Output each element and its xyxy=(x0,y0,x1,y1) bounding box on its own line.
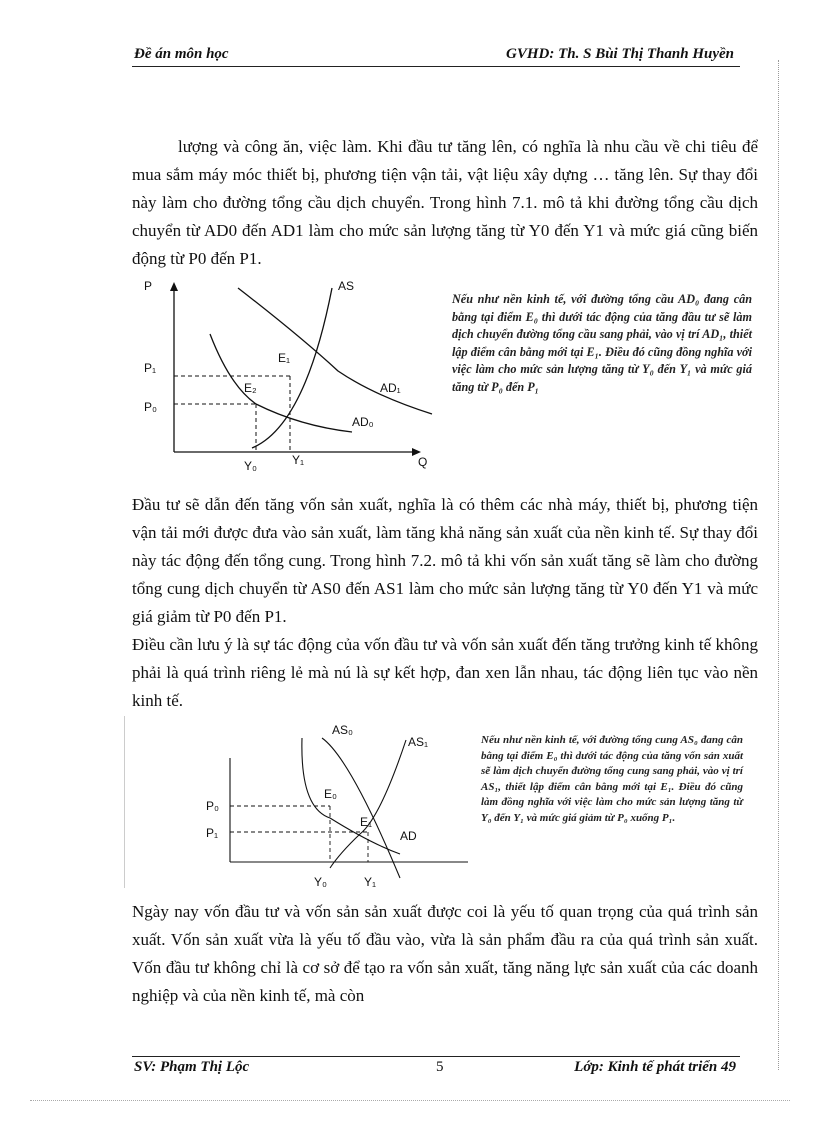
page-number: 5 xyxy=(436,1059,444,1075)
page-header xyxy=(132,44,740,67)
y0-tick-label: Y₀ xyxy=(314,875,327,889)
p1-tick-label: P₁ xyxy=(206,826,219,840)
header-course: Đề án môn học xyxy=(134,46,229,62)
q-axis-label: Q xyxy=(418,455,428,469)
e0-point-label: E₀ xyxy=(324,787,337,801)
p0-tick-label: P₀ xyxy=(206,799,219,813)
figure-as-shift xyxy=(200,718,480,898)
margin-line xyxy=(778,60,779,1070)
ad1-curve-label: AD₁ xyxy=(380,381,401,395)
y1-tick-label: Y₁ xyxy=(292,453,305,467)
as0-curve-label: AS₀ xyxy=(332,723,353,737)
ad-shift-diagram xyxy=(140,276,440,476)
as1-curve-label: AS₁ xyxy=(408,735,429,749)
as-shift-diagram xyxy=(200,718,480,898)
as-curve-label: AS xyxy=(338,279,355,293)
footer-class: Lớp: Kinh tế phát triển 49 xyxy=(574,1059,736,1075)
header-advisor: GVHD: Th. S Bùi Thị Thanh Huyền xyxy=(506,46,734,62)
paragraph-aggregate-demand: lượng và công ăn, việc làm. Khi đầu tư tăng lên, có nghĩa là nhu cầu về chi tiêu để mua sắm máy móc thiết bị, phương tiện vận tải, vật liệu xây dựng … tăng lên. Sự thay đổi này làm cho đường tổng cầu dịch chuyển. Trong hình 7.1. mô tả khi đường tổng cầu dịch chuyển từ AD0 đến AD1 làm cho mức sản lượng tăng từ Y0 đến Y1 và mức giá cũng biến động từ P0 đến P1. xyxy=(132,137,758,268)
figure1-caption: Nếu như nền kinh tế, với đường tổng cầu AD₀ đang cân bằng tại điểm E₀ thì dưới tác động của tăng đầu tư sẽ làm dịch chuyển đường tổng cầu sang phải, vào vị trí AD₁, thiết lập điểm cân bằng mới tại E₁. Điều đó cũng đồng nghĩa với việc làm cho mức sản lượng tăng từ Y₀ đến Y₁ và mức giá tăng từ P₀ đến P₁ xyxy=(452,292,752,394)
e1-point-label: E₁ xyxy=(360,815,373,829)
p1-tick-label: P₁ xyxy=(144,361,157,375)
page-footer xyxy=(132,1056,740,1081)
paragraph-aggregate-supply: Đầu tư sẽ dẫn đến tăng vốn sản xuất, nghĩa là có thêm các nhà máy, thiết bị, phương tiện vận tải mới được đưa vào sản xuất, làm tăng khả năng sản xuất của nền kinh tế. Sự thay đổi này tác động đến tổng cung. Trong hình 7.2. mô tả khi vốn sản xuất tăng sẽ làm cho đường tổng cung dịch chuyển từ AS0 đến AS1 làm cho mức sản lượng tăng từ Y0 đến Y1 và mức giá giảm từ P0 đến P1. xyxy=(132,495,758,626)
paragraph-investment-capital: Ngày nay vốn đầu tư và vốn sản sản xuất được coi là yếu tố quan trọng của quá trình sản xuất. Vốn sản xuất vừa là yếu tố đầu vào, vừa là sản phẩm đầu ra của quá trình sản xuất. Vốn đầu tư không chỉ là cơ sở để tạo ra vốn sản xuất, tăng năng lực sản xuất của các doanh nghiệp và của nền kinh tế, mà còn xyxy=(132,902,758,1005)
p0-tick-label: P₀ xyxy=(144,400,157,414)
ad0-curve-label: AD₀ xyxy=(352,415,374,429)
p-axis-label: P xyxy=(144,279,153,293)
footer-student: SV: Phạm Thị Lộc xyxy=(134,1059,250,1075)
y0-tick-label: Y₀ xyxy=(244,459,257,473)
figure2-border xyxy=(124,716,125,888)
e2-point-label: E₂ xyxy=(244,381,257,395)
ad-curve-label: AD xyxy=(400,829,417,843)
paragraph-combined-effect: Điều cần lưu ý là sự tác động của vốn đầu tư và vốn sản xuất đến tăng trưởng kinh tế không phải là quá trình riêng lẻ mà nú là sự kết hợp, đan xen lẫn nhau, tác động liên tục vào nền kinh tế. xyxy=(132,635,758,710)
figure-ad-shift xyxy=(140,276,440,476)
bottom-line xyxy=(30,1100,790,1101)
e1-point-label: E₁ xyxy=(278,351,291,365)
figure2-caption: Nếu như nền kinh tế, với đường tổng cung AS₀ đang cân bằng tại điểm E₀ thì dưới tác động của tăng vốn sản xuất sẽ làm dịch chuyển đường tổng cung sang phải, vào vị trí AS₁, thiết lập điểm cân bằng mới tại E₁. Điều đó cũng làm đồng nghĩa với việc làm cho mức sản lượng tăng từ Y₀ đến Y₁ và mức giá giảm từ P₀ xuống P₁. xyxy=(481,734,743,824)
y1-tick-label: Y₁ xyxy=(364,875,377,889)
